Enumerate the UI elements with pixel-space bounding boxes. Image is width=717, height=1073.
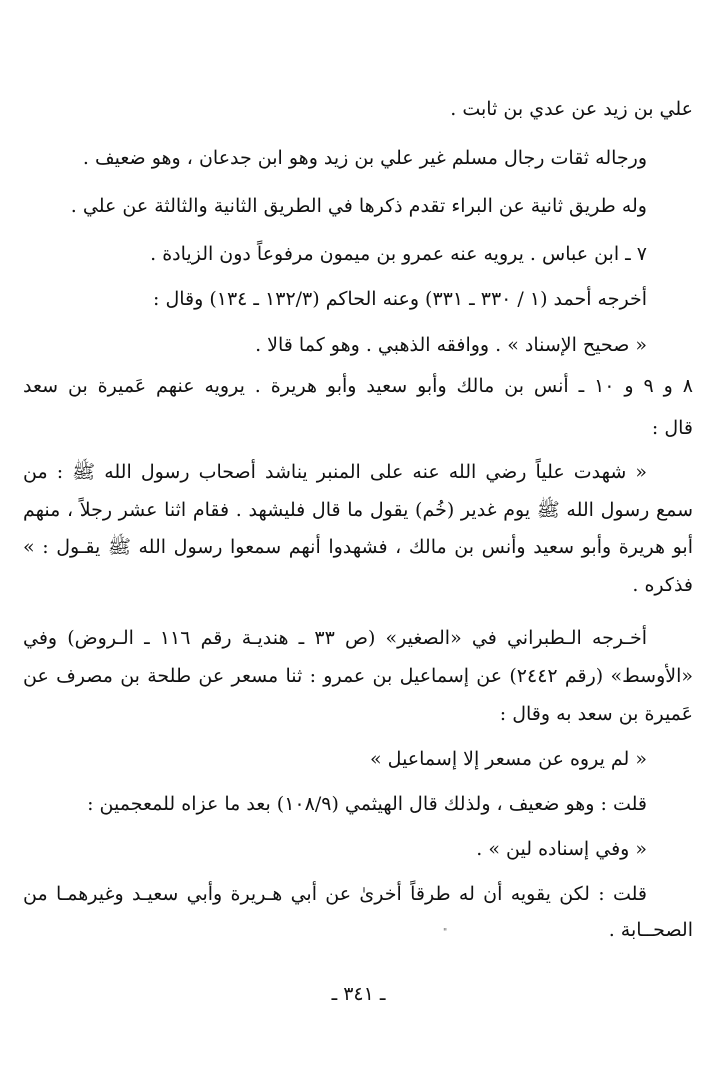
text-line: علي بن زيد عن عدي بن ثابت .: [450, 98, 693, 120]
text-line: «الأوسط» (رقم ٢٤٤٢) عن إسماعيل بن عمرو : ثنا مسعر عن طلحة بن مصرف عن: [23, 665, 693, 687]
text-line: ٨ و ٩ و ١٠ ـ أنس بن مالك وأبو سعيد وأبو هريرة . يرويه عنهم عَميرة بن سعد: [23, 375, 693, 397]
quote-line: فذكره .: [632, 574, 693, 596]
quote-line: سمع رسول الله ﷺ يوم غدير (خُم) يقول ما قال فليشهد . فقام اثنا عشر رجلاً ، منهم: [23, 499, 693, 521]
text-line: ورجاله ثقات رجال مسلم غير علي بن زيد وهو ابن جدعان ، وهو ضعيف .: [82, 147, 647, 169]
quote-line: « وفي إسناده لين » .: [476, 838, 647, 860]
text-line: وله طريق ثانية عن البراء تقدم ذكرها في الطريق الثانية والثالثة عن علي .: [70, 195, 647, 217]
text-line: الصحــابة .: [608, 919, 693, 941]
text-line: قال :: [651, 417, 693, 439]
page-number: ـ ٣٤١ ـ: [331, 983, 386, 1005]
quote-line: « لم يروه عن مسعر إلا إسماعيل »: [370, 748, 647, 770]
quote-line: « شهدت علياً رضي الله عنه على المنبر يناشد أصحاب رسول الله ﷺ : من: [23, 461, 647, 483]
stray-mark: ": [443, 928, 448, 938]
text-line: عَميرة بن سعد به وقال :: [499, 703, 693, 725]
text-line: قلت : لكن يقويه أن له طرقاً أخرىٰ عن أبي هـريرة وأبي سعيـد وغيرهمـا من: [23, 883, 647, 905]
text-line: أخـرجه الـطبراني في «الصغير» (ص ٣٣ ـ هنديـة رقم ١١٦ ـ الـروض) وفي: [23, 627, 647, 649]
text-line: أخرجه أحمد (١ / ٣٣٠ ـ ٣٣١) وعنه الحاكم (١٣٢/٣ ـ ١٣٤) وقال :: [153, 288, 647, 310]
quote-line: أبو هريرة وأبو سعيد وأنس بن مالك ، فشهدوا أنهم سمعوا رسول الله ﷺ يقـول : »: [23, 536, 693, 558]
text-line: « صحيح الإسناد » . ووافقه الذهبي . وهو كما قالا .: [255, 334, 647, 356]
text-line: قلت : وهو ضعيف ، ولذلك قال الهيثمي (١٠٨/٩) بعد ما عزاه للمعجمين :: [87, 793, 647, 815]
text-line: ٧ ـ ابن عباس . يرويه عنه عمرو بن ميمون مرفوعاً دون الزيادة .: [150, 243, 647, 265]
